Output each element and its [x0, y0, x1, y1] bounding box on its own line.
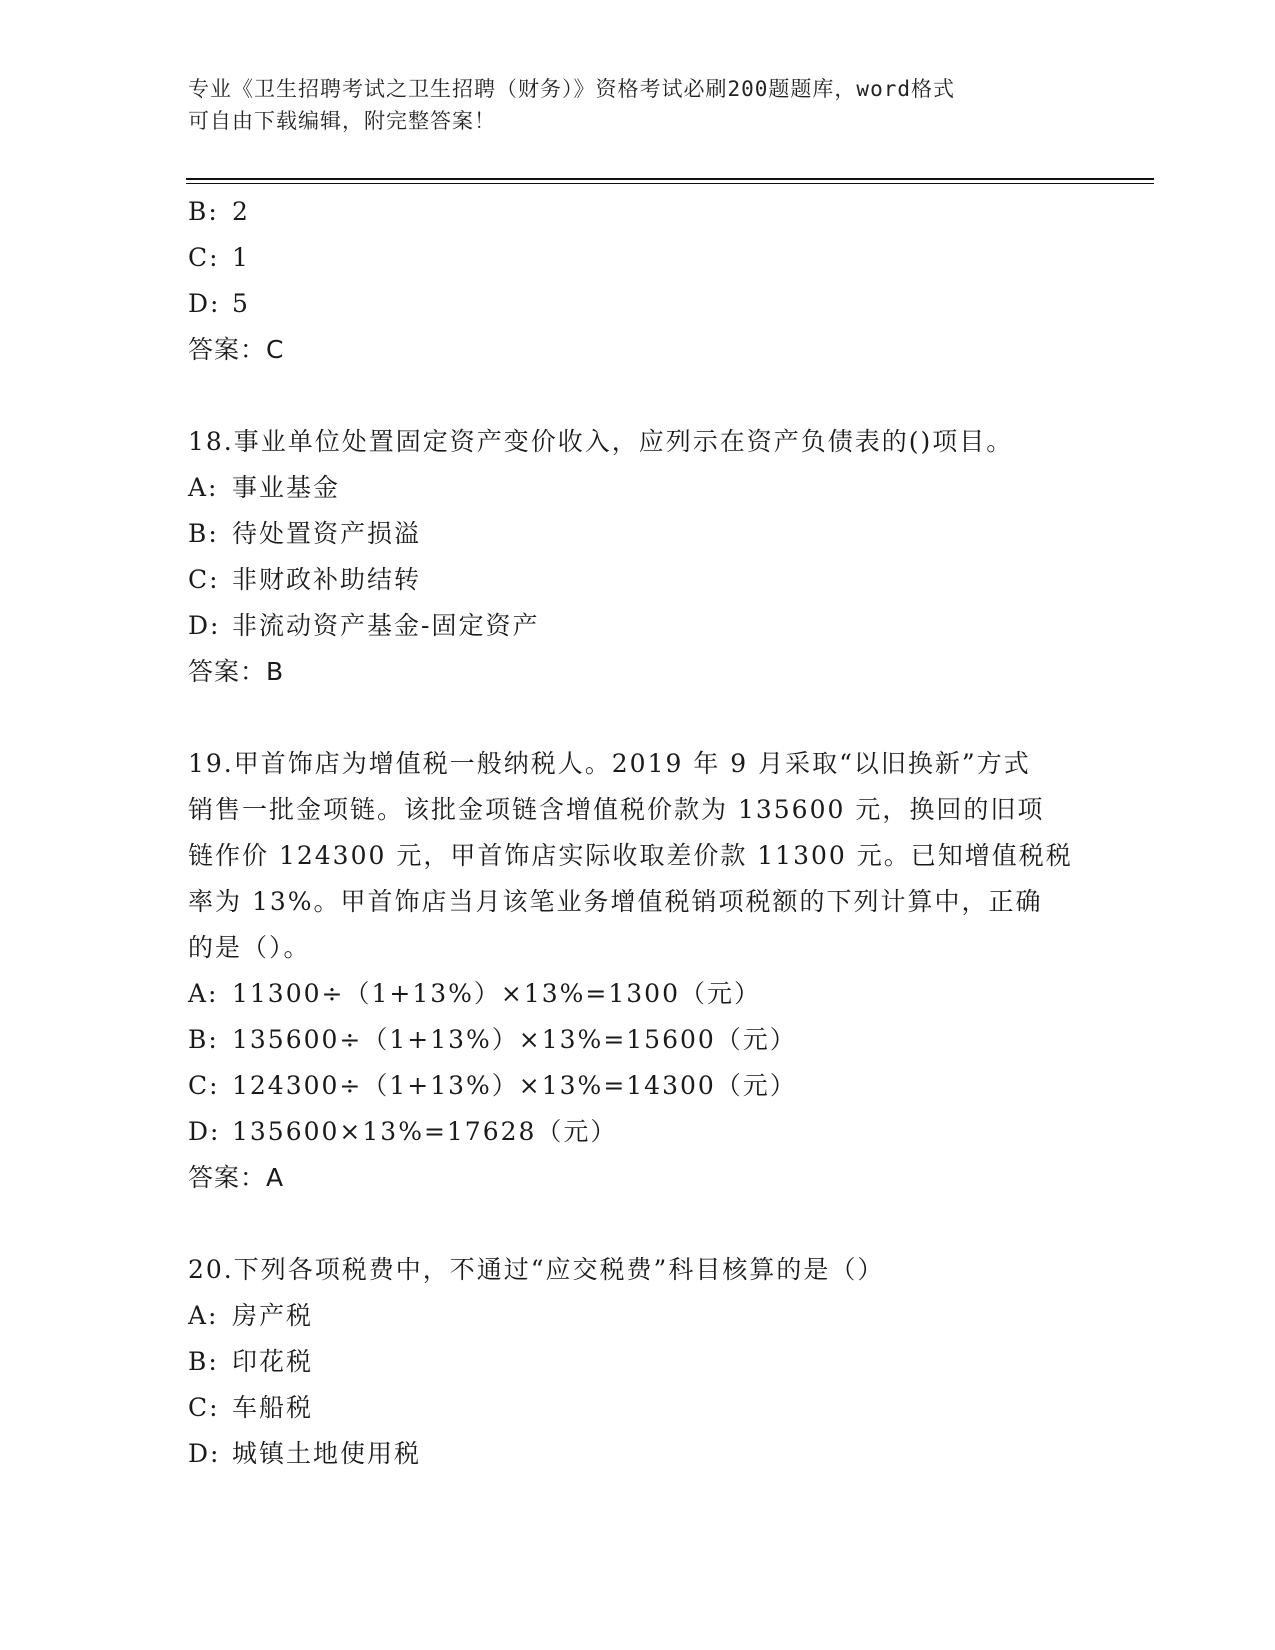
option-text: 车船税	[232, 1393, 314, 1422]
answer-line: 答案：C	[188, 335, 285, 364]
document-header	[188, 73, 1068, 137]
option-text: 135600÷（1+13%）×13%=15600（元）	[232, 1025, 797, 1054]
option-a	[188, 465, 1088, 511]
option-c	[188, 557, 1088, 603]
option-letter: D:	[188, 289, 221, 318]
document-body	[188, 189, 1088, 1477]
option-c	[188, 1385, 1088, 1431]
option-letter: D:	[188, 1117, 221, 1146]
option-b	[188, 511, 1088, 557]
option-text: 11300÷（1+13%）×13%=1300（元）	[232, 979, 761, 1008]
answer-line: 答案：A	[188, 1163, 285, 1192]
question-19	[188, 741, 1088, 1201]
question-18	[188, 419, 1088, 695]
question-stem-line: 率为 13%。甲首饰店当月该笔业务增值税销项税额的下列计算中，正确	[188, 887, 1043, 916]
spacer	[188, 1201, 1088, 1247]
question-stem-line: 的是（）。	[188, 933, 311, 962]
spacer	[188, 695, 1088, 741]
option-letter: B:	[188, 519, 219, 548]
option-letter: C:	[188, 1071, 220, 1100]
option-d	[188, 1431, 1088, 1477]
option-letter: A:	[188, 473, 219, 502]
question-17-tail	[188, 189, 1088, 373]
option-text: 房产税	[232, 1301, 314, 1330]
option-letter: C:	[188, 243, 220, 272]
question-stem: 20.下列各项税费中，不通过“应交税费”科目核算的是（）	[188, 1255, 885, 1284]
question-20	[188, 1247, 1088, 1477]
answer-line: 答案：B	[188, 657, 285, 686]
option-text: 2	[232, 197, 250, 226]
option-d	[188, 603, 1088, 649]
option-c	[188, 235, 1088, 281]
option-text: 待处置资产损溢	[232, 519, 422, 548]
option-c	[188, 1063, 1088, 1109]
option-d	[188, 1109, 1088, 1155]
option-text: 124300÷（1+13%）×13%=14300（元）	[232, 1071, 797, 1100]
option-text: 城镇土地使用税	[232, 1439, 422, 1468]
option-letter: A:	[188, 979, 219, 1008]
option-b	[188, 1017, 1088, 1063]
option-d	[188, 281, 1088, 327]
option-text: 1	[232, 243, 250, 272]
option-text: 事业基金	[232, 473, 341, 502]
option-text: 5	[232, 289, 250, 318]
header-line-1: 专业《卫生招聘考试之卫生招聘（财务）》资格考试必刷200题题库，word格式	[188, 77, 955, 101]
option-letter: B:	[188, 1025, 219, 1054]
option-b	[188, 1339, 1088, 1385]
option-letter: C:	[188, 1393, 220, 1422]
question-stem-line: 销售一批金项链。该批金项链含增值税价款为 135600 元，换回的旧项	[188, 795, 1045, 824]
option-letter: D:	[188, 611, 221, 640]
header-rule-thin	[186, 183, 1154, 184]
option-letter: B:	[188, 197, 219, 226]
question-stem-line: 链作价 124300 元，甲首饰店实际收取差价款 11300 元。已知增值税税	[188, 841, 1073, 870]
header-rule-thick	[186, 178, 1154, 180]
header-line-2: 可自由下载编辑，附完整答案！	[188, 109, 496, 133]
option-b	[188, 189, 1088, 235]
option-text: 非流动资产基金-固定资产	[232, 611, 540, 640]
option-letter: B:	[188, 1347, 219, 1376]
option-text: 非财政补助结转	[232, 565, 422, 594]
option-letter: C:	[188, 565, 220, 594]
option-text: 印花税	[232, 1347, 314, 1376]
option-letter: A:	[188, 1301, 219, 1330]
spacer	[188, 373, 1088, 419]
option-letter: D:	[188, 1439, 221, 1468]
question-stem-line: 19.甲首饰店为增值税一般纳税人。2019 年 9 月采取“以旧换新”方式	[188, 749, 1031, 778]
option-text: 135600×13%=17628（元）	[232, 1117, 618, 1146]
option-a	[188, 1293, 1088, 1339]
option-a	[188, 971, 1088, 1017]
question-stem: 18.事业单位处置固定资产变价收入，应列示在资产负债表的()项目。	[188, 427, 1014, 456]
